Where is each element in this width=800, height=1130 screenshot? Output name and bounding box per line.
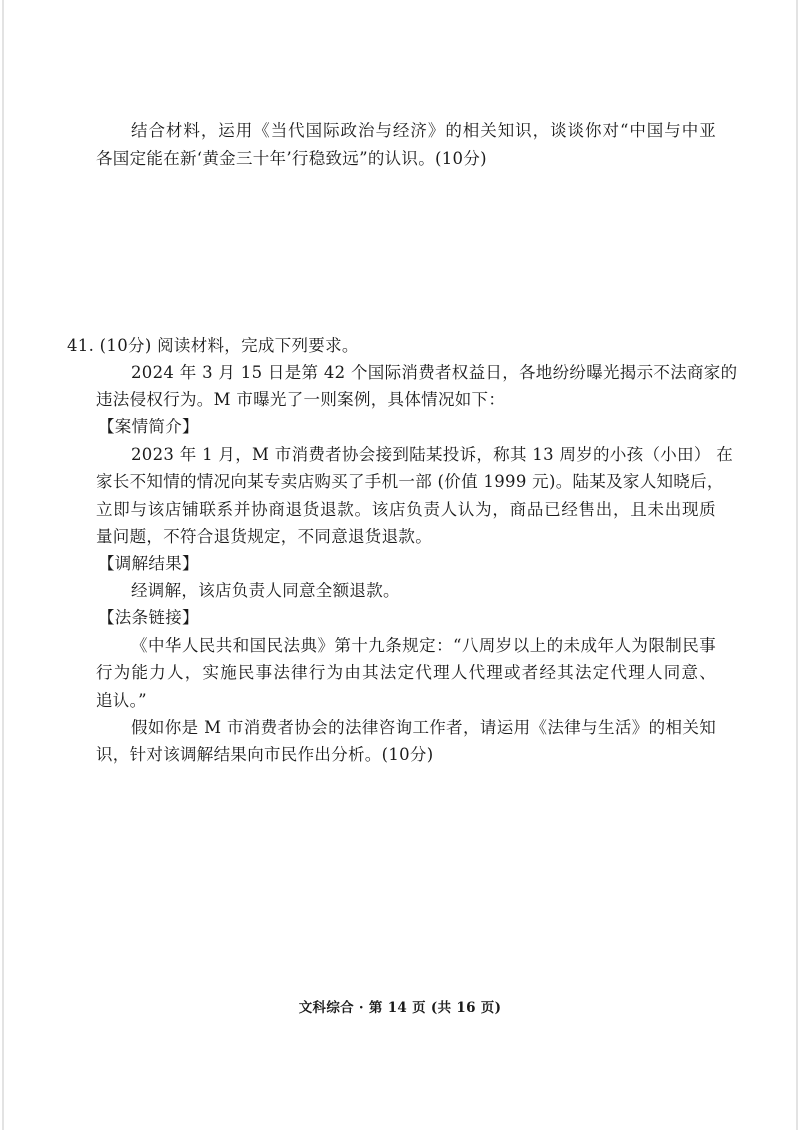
page-edge-left (2, 0, 4, 1130)
case-summary-title: 【案情简介】 (98, 417, 199, 436)
page-footer: 文科综合 · 第 14 页 (共 16 页) (298, 1000, 502, 1016)
law-link-title: 【法条链接】 (98, 608, 199, 627)
q40-prompt-line-1: 结合材料，运用《当代国际政治与经济》的相关知识，谈谈你对“中国与中亚 (131, 121, 716, 140)
mediation-result-title: 【调解结果】 (98, 554, 199, 573)
case-line-2: 家长不知情的情况向某专卖店购买了手机一部 (价值 1999 元)。陆某及家人知晓后， (96, 472, 724, 491)
q41-task-line-1: 假如你是 M 市消费者协会的法律咨询工作者，请运用《法律与生活》的相关知 (131, 718, 716, 737)
q41-header: 41. (10分) 阅读材料，完成下列要求。 (67, 336, 359, 355)
law-line-1: 《中华人民共和国民法典》第十九条规定：“八周岁以上的未成年人为限制民事 (131, 636, 716, 655)
q40-prompt-line-2: 各国定能在新‘黄金三十年’行稳致远”的认识。(10分) (96, 149, 487, 168)
page-edge-right (796, 0, 798, 1130)
case-line-4: 量问题，不符合退货规定，不同意退货退款。 (96, 527, 432, 546)
law-line-3: 追认。” (96, 691, 147, 710)
q41-intro-line-1: 2024 年 3 月 15 日是第 42 个国际消费者权益日，各地纷纷曝光揭示不法商家的 (131, 363, 738, 382)
case-line-3: 立即与该店铺联系并协商退货退款。该店负责人认为，商品已经售出，且未出现质 (96, 500, 716, 519)
q41-intro-line-2: 违法侵权行为。M 市曝光了一则案例，具体情况如下： (96, 390, 506, 409)
q41-task-line-2: 识，针对该调解结果向市民作出分析。(10分) (96, 745, 434, 764)
case-line-1: 2023 年 1 月，M 市消费者协会接到陆某投诉，称其 13 周岁的小孩（小田） 在 (131, 445, 733, 464)
law-line-2: 行为能力人，实施民事法律行为由其法定代理人代理或者经其法定代理人同意、 (96, 663, 716, 682)
mediation-result-line: 经调解，该店负责人同意全额退款。 (131, 581, 400, 600)
